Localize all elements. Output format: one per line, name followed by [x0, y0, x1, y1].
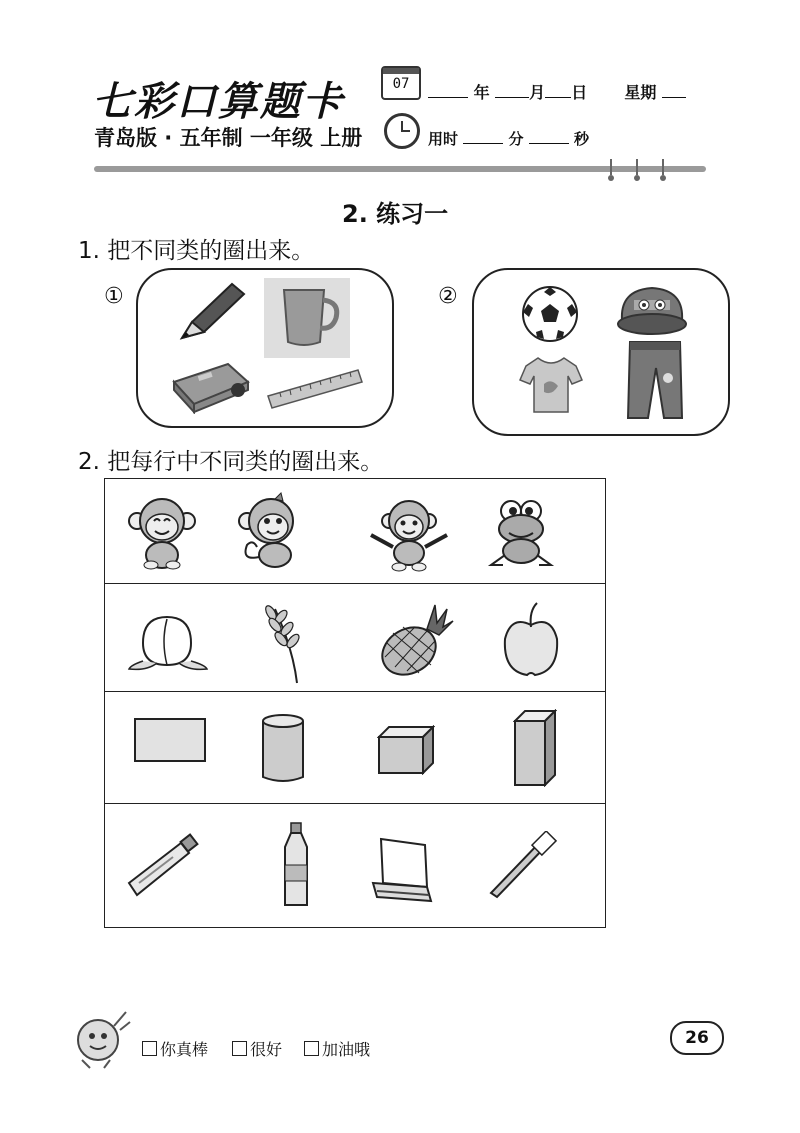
page-number: 26: [670, 1021, 724, 1055]
day-blank[interactable]: [545, 83, 571, 98]
towel-icon[interactable]: [367, 837, 435, 907]
minutes-blank[interactable]: [463, 129, 503, 144]
date-fields: [428, 80, 686, 103]
binder-ring-icon: [610, 159, 612, 175]
wheat-icon[interactable]: [253, 599, 309, 685]
tall-cuboid-icon[interactable]: [513, 709, 557, 787]
grid-row-4: [105, 803, 605, 927]
question-1-text: 1. 把不同类的圈出来。: [78, 238, 315, 264]
binder-dot-icon: [634, 175, 640, 181]
checkbox[interactable]: [232, 1041, 247, 1056]
group-2-marker: ②: [438, 284, 458, 309]
rating-option-3[interactable]: [304, 1037, 370, 1060]
time-used-label: 用时: [428, 130, 459, 148]
checkbox[interactable]: [142, 1041, 157, 1056]
tshirt-icon[interactable]: [518, 354, 584, 416]
classification-grid: [104, 478, 606, 928]
month-label: 月: [529, 83, 546, 102]
sharpener-icon[interactable]: [168, 358, 252, 414]
rating-option-2[interactable]: [232, 1037, 282, 1060]
year-blank[interactable]: [428, 83, 468, 98]
group-1-box: [136, 268, 394, 428]
rectangle-icon[interactable]: [133, 717, 207, 763]
cylinder-icon[interactable]: [259, 713, 307, 785]
binder-dot-icon: [660, 175, 666, 181]
grid-row-3: [105, 691, 605, 804]
time-fields: [428, 128, 589, 149]
binder-ring-icon: [636, 159, 638, 175]
clock-icon: [384, 113, 420, 149]
rating-label: 加油哦: [322, 1040, 371, 1059]
monkey-icon[interactable]: [127, 495, 197, 571]
month-blank[interactable]: [495, 83, 529, 98]
rating-label: 你真棒: [160, 1040, 209, 1059]
mascot-icon: [70, 1006, 134, 1070]
brand-title: 七彩口算题卡: [92, 78, 344, 125]
pants-icon[interactable]: [624, 338, 686, 424]
grid-row-1: [105, 479, 605, 584]
question-2-text: 2. 把每行中不同类的圈出来。: [78, 449, 384, 475]
peach-icon[interactable]: [127, 607, 209, 673]
weekday-blank[interactable]: [662, 83, 686, 98]
day-label: 日: [571, 83, 588, 102]
calendar-icon: 07: [381, 66, 421, 100]
section-title: 2. 练习一: [342, 200, 449, 228]
pineapple-icon[interactable]: [375, 603, 455, 679]
toothbrush-icon[interactable]: [487, 831, 557, 899]
group-2-box: [472, 268, 730, 436]
minutes-label: 分: [508, 130, 524, 148]
monkey-icon[interactable]: [235, 491, 311, 571]
header-divider: [94, 166, 706, 172]
year-label: 年: [473, 83, 490, 102]
apple-icon[interactable]: [501, 601, 561, 681]
seconds-label: 秒: [573, 130, 589, 148]
monkey-icon[interactable]: [367, 495, 451, 573]
checkbox[interactable]: [304, 1041, 319, 1056]
ruler-icon[interactable]: [266, 366, 366, 410]
binder-ring-icon: [662, 159, 664, 175]
soccer-ball-icon[interactable]: [520, 284, 580, 344]
pencil-icon[interactable]: [174, 278, 250, 344]
water-bottle-icon[interactable]: [281, 821, 311, 909]
grid-row-2: [105, 583, 605, 692]
cuboid-icon[interactable]: [377, 725, 435, 775]
hat-icon[interactable]: [612, 280, 692, 344]
frog-icon[interactable]: [487, 495, 557, 571]
binder-dot-icon: [608, 175, 614, 181]
edition-label: 青岛版 · 五年制 一年级 上册: [94, 126, 363, 150]
toothpaste-icon[interactable]: [125, 833, 201, 899]
weekday-label: 星期: [624, 83, 657, 102]
rating-option-1[interactable]: [142, 1037, 208, 1060]
seconds-blank[interactable]: [529, 129, 569, 144]
rating-label: 很好: [250, 1040, 283, 1059]
mug-icon[interactable]: [264, 278, 350, 358]
group-1-marker: ①: [104, 284, 124, 309]
